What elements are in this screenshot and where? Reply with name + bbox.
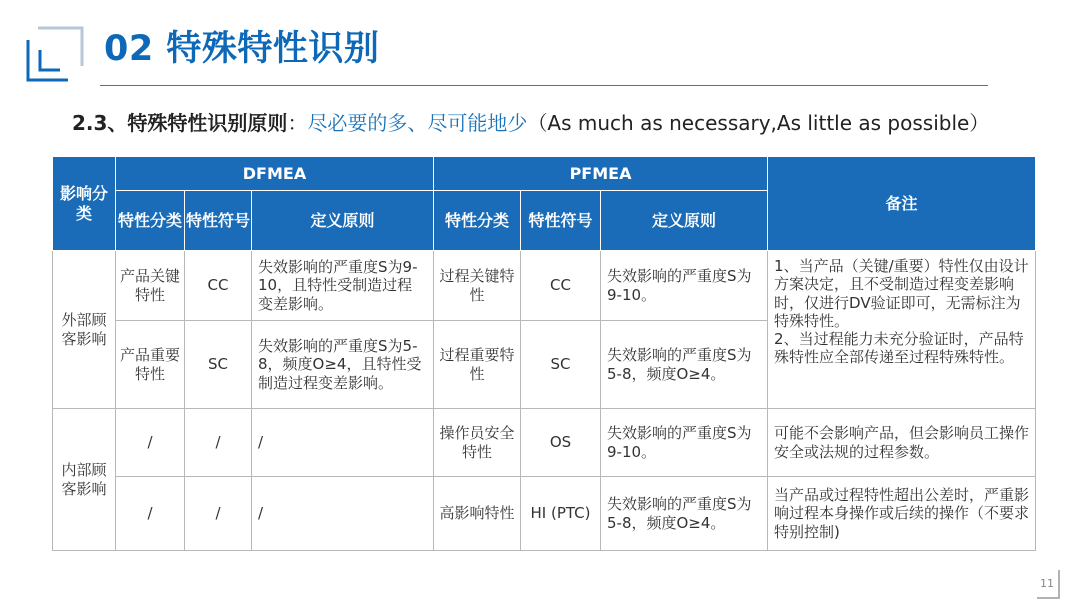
subtitle-colon: ： [287,111,308,135]
page-number: 11 [1040,577,1054,590]
p-symbol-cell: HI (PTC) [521,477,601,551]
d-symbol-cell: CC [185,251,252,321]
d-definition-cell: 失效影响的严重度S为5-8，频度O≥4，且特性受制造过程变差影响。 [252,321,434,409]
d-class-cell: 产品重要特性 [116,321,185,409]
p-symbol-cell: SC [521,321,601,409]
header-p-char-class: 特性分类 [434,191,521,251]
remark-hi: 当产品或过程特性超出公差时，严重影响过程本身操作或后续的操作（不要求特别控制) [768,477,1036,551]
d-symbol-cell: SC [185,321,252,409]
table-row [53,477,1036,551]
header-pfmea: PFMEA [434,157,768,191]
subtitle-english: （As much as necessary,As little as possible） [527,111,990,135]
p-definition-cell: 失效影响的严重度S为5-8，频度O≥4。 [601,477,768,551]
p-symbol-cell: CC [521,251,601,321]
header-dfmea: DFMEA [116,157,434,191]
group-external: 外部顾客影响 [53,251,116,409]
table-row [53,409,1036,477]
p-symbol-cell: OS [521,409,601,477]
header-d-char-symbol: 特性符号 [185,191,252,251]
d-definition-cell: 失效影响的严重度S为9-10，且特性受制造过程变差影响。 [252,251,434,321]
page-title: 02 特殊特性识别 [104,29,380,69]
header-impact-class: 影响分类 [53,157,116,251]
p-class-cell: 操作员安全特性 [434,409,521,477]
d-class-cell: 产品关键特性 [116,251,185,321]
logo-bracket-icon [24,22,86,84]
p-definition-cell: 失效影响的严重度S为9-10。 [601,409,768,477]
d-definition-cell: / [252,477,434,551]
subtitle-principle: 尽必要的多、尽可能地少 [307,111,528,135]
d-class-cell: / [116,409,185,477]
p-class-cell: 过程关键特性 [434,251,521,321]
remark-os: 可能不会影响产品，但会影响员工操作安全或法规的过程参数。 [768,409,1036,477]
header-d-char-class: 特性分类 [116,191,185,251]
header-remark: 备注 [768,157,1036,251]
group-internal: 内部顾客影响 [53,409,116,551]
title-divider [100,85,988,86]
remark-external-text: 1、当产品（关键/重要）特性仅由设计方案决定，且不受制造过程变差影响时，仅进行DV验证即可，无需标注为特殊特性。 2、当过程能力未充分验证时，产品特殊特性应全部传递至过程特殊特性。 [774,257,1029,367]
table-row [53,251,1036,321]
header-p-char-symbol: 特性符号 [521,191,601,251]
subtitle-lead: 2.3、特殊特性识别原则 [72,111,288,135]
d-class-cell: / [116,477,185,551]
d-symbol-cell: / [185,409,252,477]
p-definition-cell: 失效影响的严重度S为9-10。 [601,251,768,321]
p-class-cell: 高影响特性 [434,477,521,551]
special-characteristics-table [52,156,1036,551]
header-d-definition: 定义原则 [252,191,434,251]
remark-external [768,251,1036,409]
header-p-definition: 定义原则 [601,191,768,251]
d-symbol-cell: / [185,477,252,551]
section-subtitle [72,110,989,136]
d-definition-cell: / [252,409,434,477]
p-definition-cell: 失效影响的严重度S为5-8，频度O≥4。 [601,321,768,409]
p-class-cell: 过程重要特性 [434,321,521,409]
